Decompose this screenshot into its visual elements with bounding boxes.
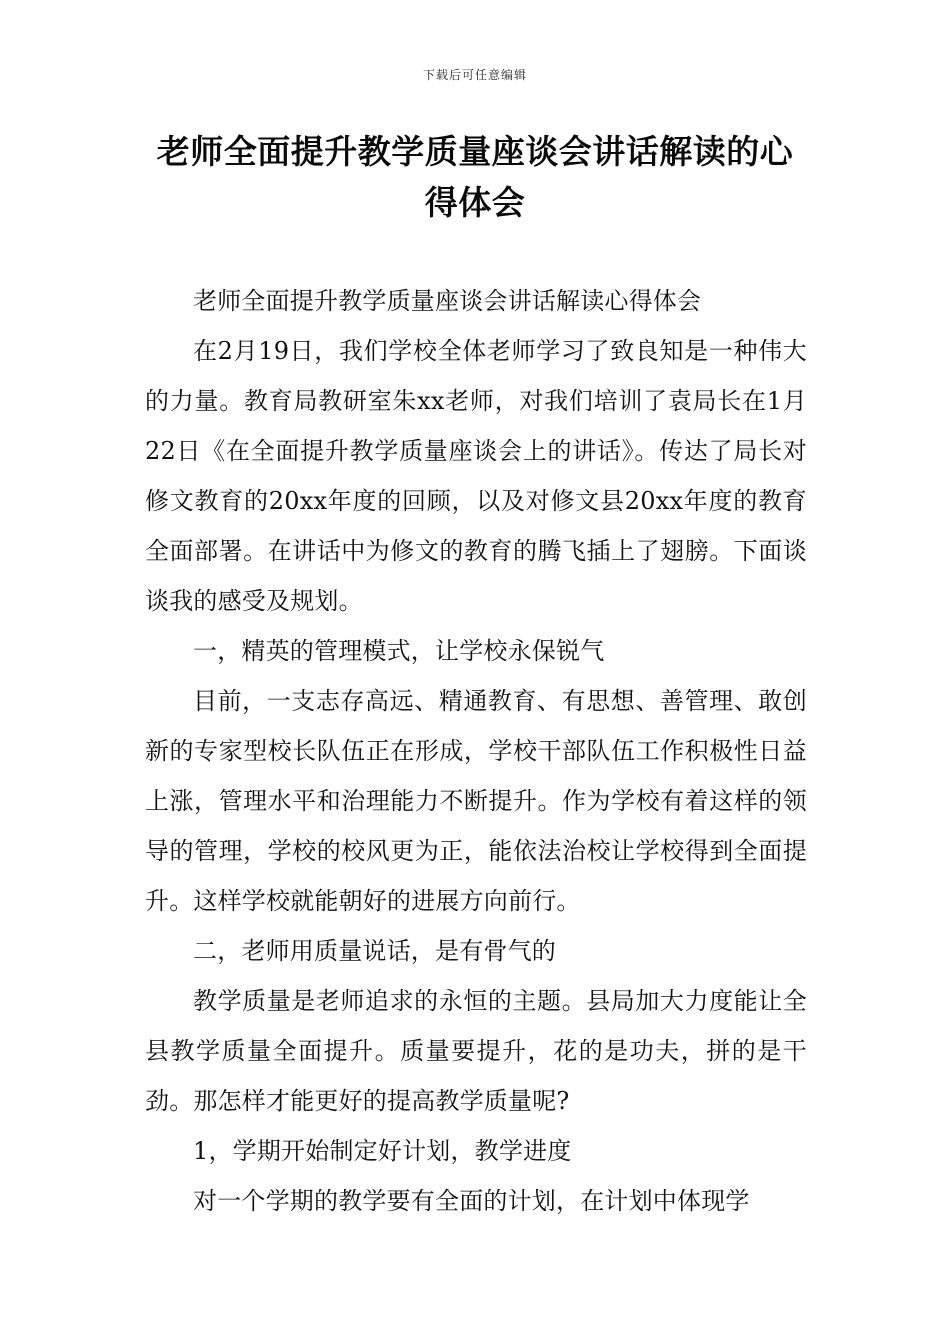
body-paragraph: 目前，一支志存高远、精通教育、有思想、善管理、敢创新的专家型校长队伍正在形成，学校干部队伍工作积极性日益上涨，管理水平和治理能力不断提升。作为学校有着这样的领导的管理，学校的校风更为正，能依法治校让学校得到全面提升。这样学校就能朝好的进展方向前行。 <box>145 687 807 915</box>
document-title: 老师全面提升教学质量座谈会讲话解读的心得体会 <box>156 132 794 222</box>
subsection-heading: 1，学期开始制定好计划，教学进度 <box>193 1137 572 1165</box>
header-note: 下载后可任意编辑 <box>422 68 527 82</box>
section-heading: 二，老师用质量说话，是有骨气的 <box>193 937 556 965</box>
body-paragraph: 老师全面提升教学质量座谈会讲话解读心得体会 <box>193 287 702 315</box>
body-paragraph: 对一个学期的教学要有全面的计划，在计划中体现学 <box>193 1187 750 1215</box>
document-body <box>145 276 807 1226</box>
body-paragraph: 在2月19日，我们学校全体老师学习了致良知是一种伟大的力量。教育局教研室朱xx老师，对我们培训了袁局长在1月22日《在全面提升教学质量座谈会上的讲话》。传达了局长对修文教育的20xx年度的回顾，以及对修文县20xx年度的教育全面部署。在讲话中为修文的教育的腾飞插上了翅膀。下面谈谈我的感受及规划。 <box>145 337 807 615</box>
body-paragraph: 教学质量是老师追求的永恒的主题。县局加大力度能让全县教学质量全面提升。质量要提升，花的是功夫，拼的是干劲。那怎样才能更好的提高教学质量呢? <box>145 987 807 1115</box>
section-heading: 一，精英的管理模式，让学校永保锐气 <box>193 637 605 665</box>
